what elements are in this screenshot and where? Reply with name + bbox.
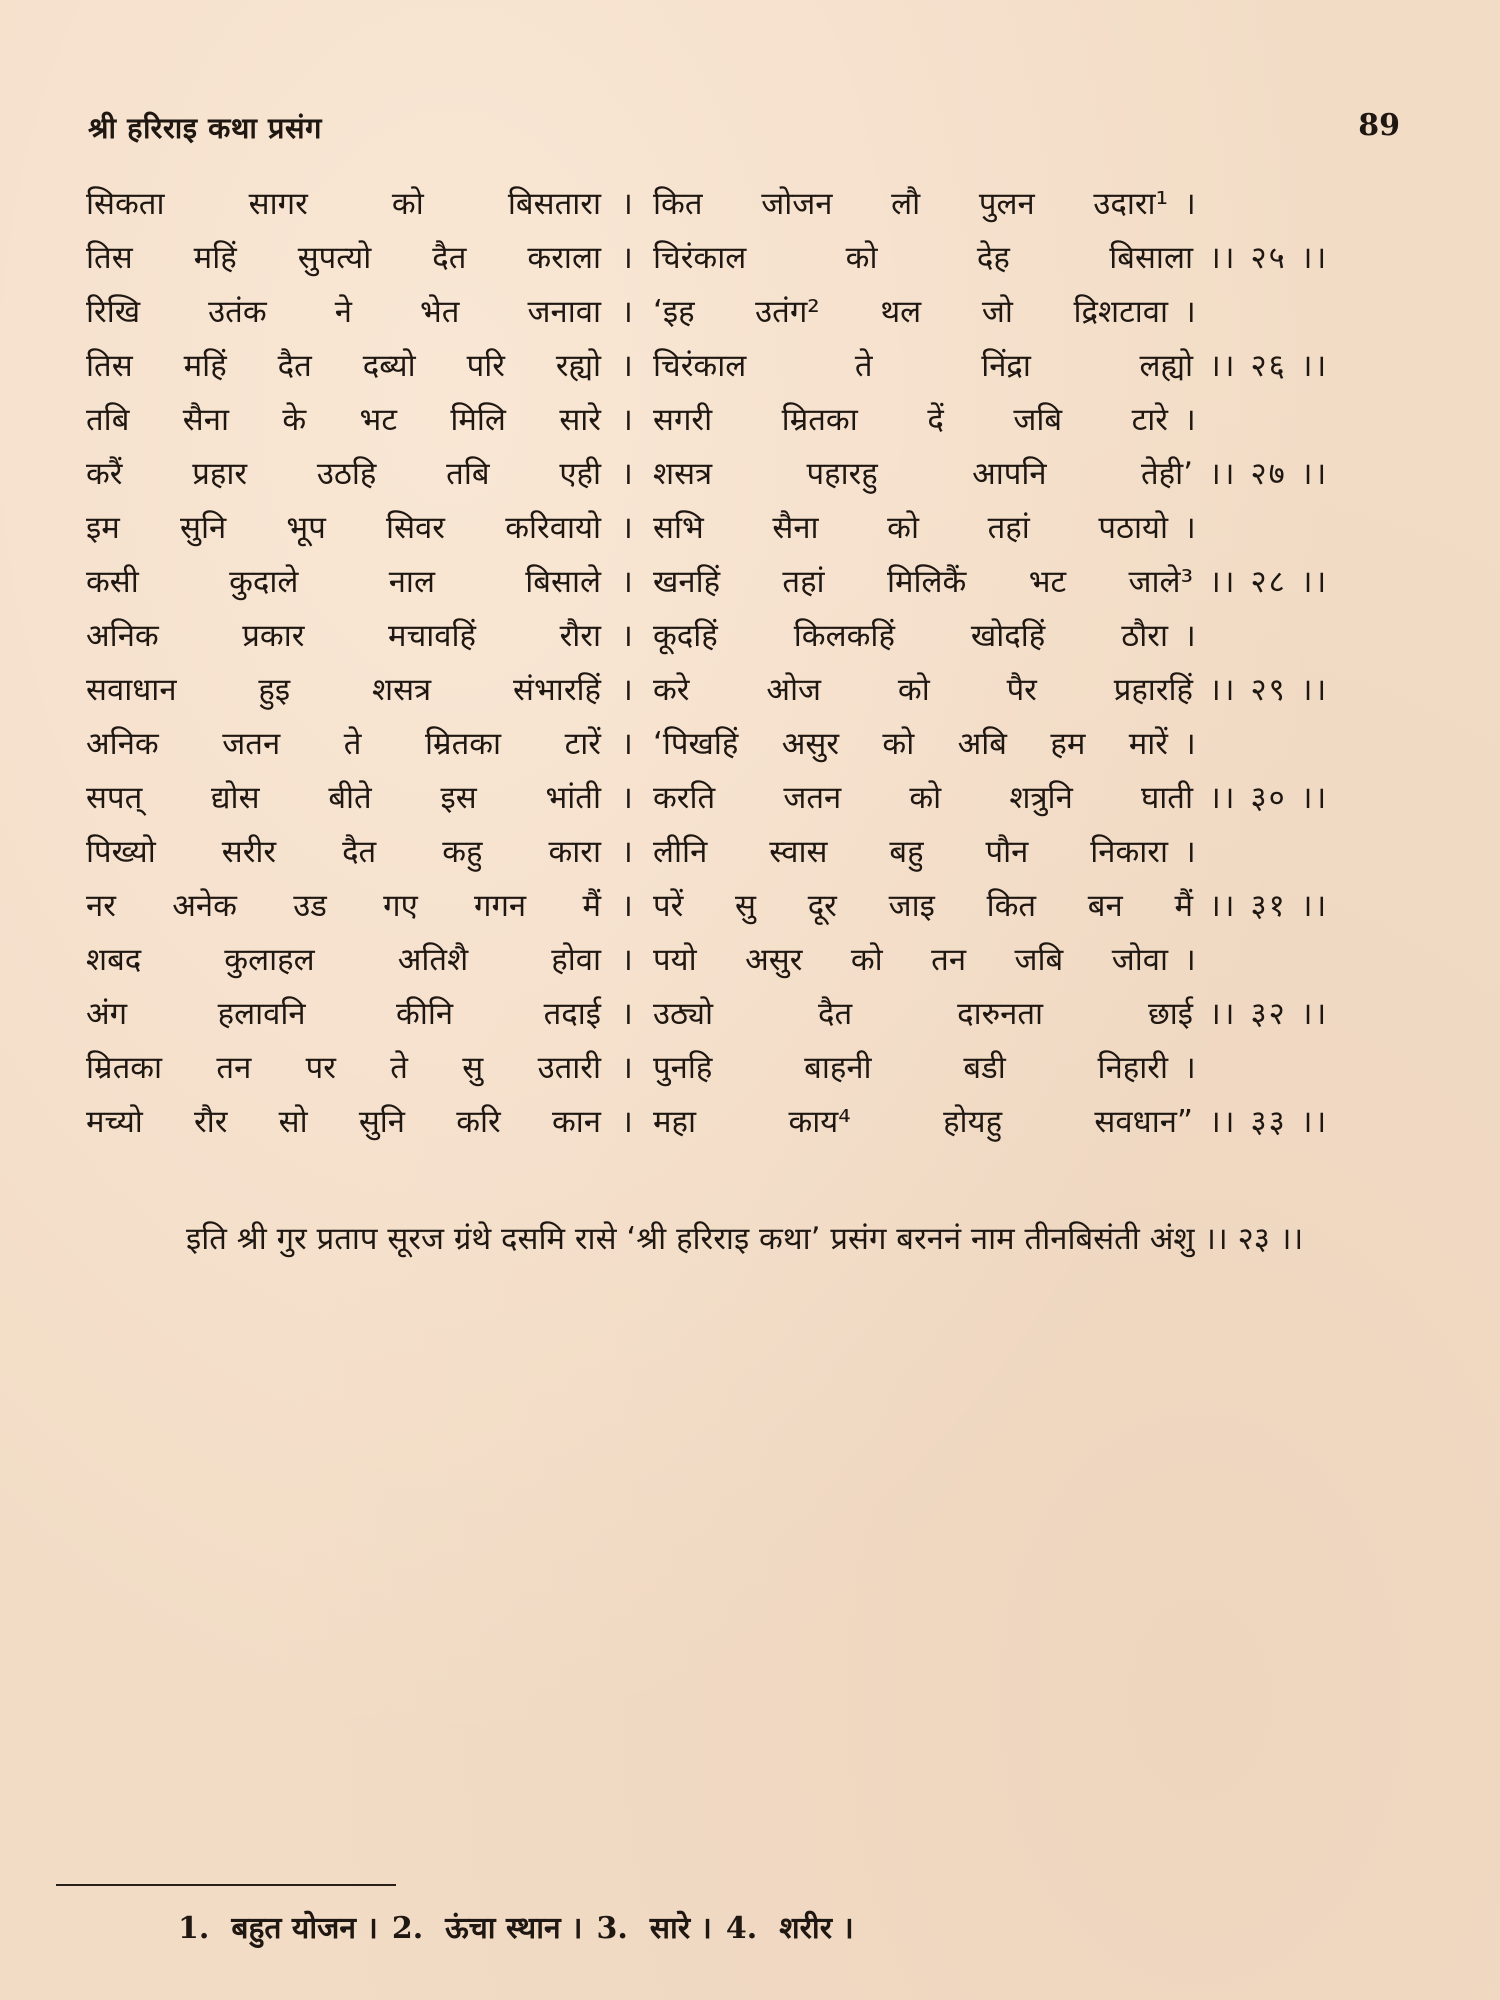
verse-number bbox=[1193, 560, 1328, 602]
verse-line bbox=[86, 182, 1416, 236]
verse-second-half: शसत्र पहारहु आपनि तेही’ bbox=[653, 456, 1193, 492]
verse-number-value: ३२ bbox=[1250, 996, 1287, 1032]
double-danda: ।। bbox=[1300, 672, 1329, 708]
verse-line bbox=[86, 1046, 1416, 1100]
verse-second-half: कूदहिं किलकहिं खोदहिं ठौरा bbox=[653, 618, 1168, 654]
footnote-item bbox=[596, 1911, 711, 1946]
verse-second-half: चिरंकाल ते निंद्रा लह्यो bbox=[653, 348, 1193, 384]
verse-second-half: ‘इह उतंग² थल जो द्रिशटावा bbox=[653, 294, 1168, 330]
double-danda: ।। bbox=[1300, 240, 1329, 276]
double-danda: ।। bbox=[1300, 1104, 1329, 1140]
verse-line bbox=[86, 668, 1416, 722]
double-danda: ।। bbox=[1300, 348, 1329, 384]
danda-separator: । bbox=[621, 348, 633, 384]
verse-line bbox=[86, 938, 1416, 992]
verse-number bbox=[1193, 236, 1328, 278]
footnote-number: 2. bbox=[391, 1911, 424, 1946]
verse-second-half: चिरंकाल को देह बिसाला bbox=[653, 240, 1193, 276]
double-danda: ।। bbox=[1209, 1104, 1237, 1140]
verse-second-half: परें सु दूर जाइ कित बन मैं bbox=[653, 888, 1193, 924]
double-danda: ।। bbox=[1300, 456, 1329, 492]
verse-first-half: तबि सैना के भट मिलि सारे bbox=[86, 402, 601, 438]
verse-number-value: २९ bbox=[1250, 672, 1287, 708]
verse-line bbox=[86, 398, 1416, 452]
verse-second-half: पयो असुर को तन जबि जोवा bbox=[653, 942, 1168, 978]
verse-number-value: ३१ bbox=[1250, 888, 1287, 924]
footnotes bbox=[178, 1906, 868, 1947]
danda-separator: । bbox=[621, 726, 633, 762]
verse-first-half: सिकता सागर को बिसतारा bbox=[86, 186, 601, 222]
line-end-danda: । bbox=[1184, 1050, 1198, 1086]
double-danda: ।। bbox=[1300, 780, 1329, 816]
verse-line bbox=[86, 236, 1416, 290]
double-danda: ।। bbox=[1300, 888, 1329, 924]
footnote-item bbox=[726, 1911, 854, 1946]
danda-separator: । bbox=[621, 564, 633, 600]
verse-number bbox=[1193, 776, 1328, 818]
double-danda: ।। bbox=[1209, 780, 1237, 816]
verse-block bbox=[86, 182, 1416, 1154]
verse-line bbox=[86, 884, 1416, 938]
danda-separator: । bbox=[621, 456, 633, 492]
verse-line bbox=[86, 290, 1416, 344]
verse-second-half: कित जोजन लौ पुलन उदारा¹ bbox=[653, 186, 1168, 222]
verse-first-half: म्रितका तन पर ते सु उतारी bbox=[86, 1050, 601, 1086]
verse-second-half: करे ओज को पैर प्रहारहिं bbox=[653, 672, 1193, 708]
verse-second-half: महा काय⁴ होयहु सवधान” bbox=[653, 1104, 1193, 1140]
line-end-danda: । bbox=[1184, 294, 1198, 330]
danda-separator: । bbox=[621, 834, 633, 870]
danda-separator: । bbox=[621, 1104, 633, 1140]
double-danda: ।। bbox=[1300, 564, 1329, 600]
line-end-danda: । bbox=[1184, 402, 1198, 438]
verse-line bbox=[86, 560, 1416, 614]
verse-line bbox=[86, 1100, 1416, 1154]
footnote-text: शरीर । bbox=[779, 1911, 854, 1946]
danda-separator: । bbox=[621, 942, 633, 978]
verse-first-half: अंग हलावनि कीनि तदाई bbox=[86, 996, 601, 1032]
verse-number bbox=[1193, 344, 1328, 386]
verse-second-half: खनहिं तहां मिलिकैं भट जाले³ bbox=[653, 564, 1193, 600]
double-danda: ।। bbox=[1209, 888, 1237, 924]
danda-separator: । bbox=[621, 510, 633, 546]
verse-line bbox=[86, 776, 1416, 830]
verse-number bbox=[1193, 884, 1328, 926]
verse-second-half: सगरी म्रितका दें जबि टारे bbox=[653, 402, 1168, 438]
verse-second-half: करति जतन को शत्रुनि घाती bbox=[653, 780, 1193, 816]
verse-line bbox=[86, 722, 1416, 776]
double-danda: ।। bbox=[1209, 348, 1237, 384]
verse-first-half: सवाधान हुइ शसत्र संभारहिं bbox=[86, 672, 601, 708]
danda-separator: । bbox=[621, 186, 633, 222]
line-end-danda: । bbox=[1184, 618, 1198, 654]
verse-first-half: अनिक जतन ते म्रितका टारें bbox=[86, 726, 601, 762]
verse-number-value: २६ bbox=[1250, 348, 1287, 384]
verse-number-value: ३३ bbox=[1250, 1104, 1287, 1140]
line-end-danda: । bbox=[1184, 834, 1198, 870]
footnote-text: ऊंचा स्थान । bbox=[445, 1911, 583, 1946]
double-danda: ।। bbox=[1209, 996, 1237, 1032]
footnote-item bbox=[392, 1911, 583, 1946]
danda-separator: । bbox=[621, 996, 633, 1032]
colophon: इति श्री गुर प्रताप सूरज ग्रंथे दसमि रासे ‘श्री हरिराइ कथा’ प्रसंग बरननं नाम तीनबिसंती अंशु ।। २३ ।। bbox=[186, 1221, 1304, 1257]
double-danda: ।। bbox=[1209, 456, 1237, 492]
danda-separator: । bbox=[621, 672, 633, 708]
danda-separator: । bbox=[621, 294, 633, 330]
verse-first-half: मच्यो रौर सो सुनि करि कान bbox=[86, 1104, 601, 1140]
verse-line bbox=[86, 506, 1416, 560]
verse-line bbox=[86, 830, 1416, 884]
verse-first-half: कसी कुदाले नाल बिसाले bbox=[86, 564, 601, 600]
verse-first-half: करैं प्रहार उठहि तबि एही bbox=[86, 456, 601, 492]
verse-line bbox=[86, 614, 1416, 668]
double-danda: ।। bbox=[1209, 564, 1237, 600]
verse-number bbox=[1193, 1100, 1328, 1142]
verse-number bbox=[1193, 452, 1328, 494]
verse-first-half: पिख्यो सरीर दैत कहु कारा bbox=[86, 834, 601, 870]
footnote-number: 1. bbox=[178, 1911, 210, 1946]
verse-first-half: तिस महिं दैत दब्यो परि रह्यो bbox=[86, 348, 601, 384]
line-end-danda: । bbox=[1184, 186, 1198, 222]
verse-number-value: २७ bbox=[1250, 456, 1287, 492]
double-danda: ।। bbox=[1300, 996, 1329, 1032]
danda-separator: । bbox=[621, 1050, 633, 1086]
verse-second-half: सभि सैना को तहां पठायो bbox=[653, 510, 1168, 546]
running-head: श्री हरिराइ कथा प्रसंग bbox=[88, 111, 322, 145]
footnote-number: 4. bbox=[725, 1911, 758, 1946]
footnote-text: सारे । bbox=[649, 1911, 712, 1946]
double-danda: ।। bbox=[1209, 240, 1237, 276]
danda-separator: । bbox=[621, 240, 633, 276]
verse-first-half: रिखि उतंक ने भेत जनावा bbox=[86, 294, 601, 330]
verse-first-half: अनिक प्रकार मचावहिं रौरा bbox=[86, 618, 601, 654]
verse-number-value: २५ bbox=[1250, 240, 1287, 276]
verse-number-value: २८ bbox=[1250, 564, 1287, 600]
verse-second-half: लीनि स्वास बहु पौन निकारा bbox=[653, 834, 1168, 870]
line-end-danda: । bbox=[1184, 726, 1198, 762]
verse-number bbox=[1193, 668, 1328, 710]
verse-first-half: सपत् द्योस बीते इस भांती bbox=[86, 780, 601, 816]
verse-first-half: तिस महिं सुपत्यो दैत कराला bbox=[86, 240, 601, 276]
line-end-danda: । bbox=[1184, 942, 1198, 978]
verse-line bbox=[86, 452, 1416, 506]
verse-first-half: शबद कुलाहल अतिशै होवा bbox=[86, 942, 601, 978]
footnote-item bbox=[178, 1911, 378, 1946]
page-number: 89 bbox=[1358, 108, 1400, 143]
danda-separator: । bbox=[621, 402, 633, 438]
danda-separator: । bbox=[621, 780, 633, 816]
footnote-text: बहुत योजन । bbox=[231, 1911, 378, 1946]
verse-second-half: उठ्यो दैत दारुनता छाई bbox=[653, 996, 1193, 1032]
verse-first-half: इम सुनि भूप सिवर करिवायो bbox=[86, 510, 601, 546]
verse-line bbox=[86, 992, 1416, 1046]
verse-second-half: पुनहि बाहनी बडी निहारी bbox=[653, 1050, 1168, 1086]
footnote-rule bbox=[56, 1884, 396, 1886]
verse-number-value: ३० bbox=[1250, 780, 1287, 816]
verse-line bbox=[86, 344, 1416, 398]
footnote-number: 3. bbox=[596, 1911, 628, 1946]
verse-second-half: ‘पिखहिं असुर को अबि हम मारें bbox=[653, 726, 1168, 762]
danda-separator: । bbox=[621, 618, 633, 654]
line-end-danda: । bbox=[1184, 510, 1198, 546]
danda-separator: । bbox=[621, 888, 633, 924]
verse-first-half: नर अनेक उड गए गगन मैं bbox=[86, 888, 601, 924]
double-danda: ।। bbox=[1209, 672, 1237, 708]
verse-number bbox=[1193, 992, 1328, 1034]
